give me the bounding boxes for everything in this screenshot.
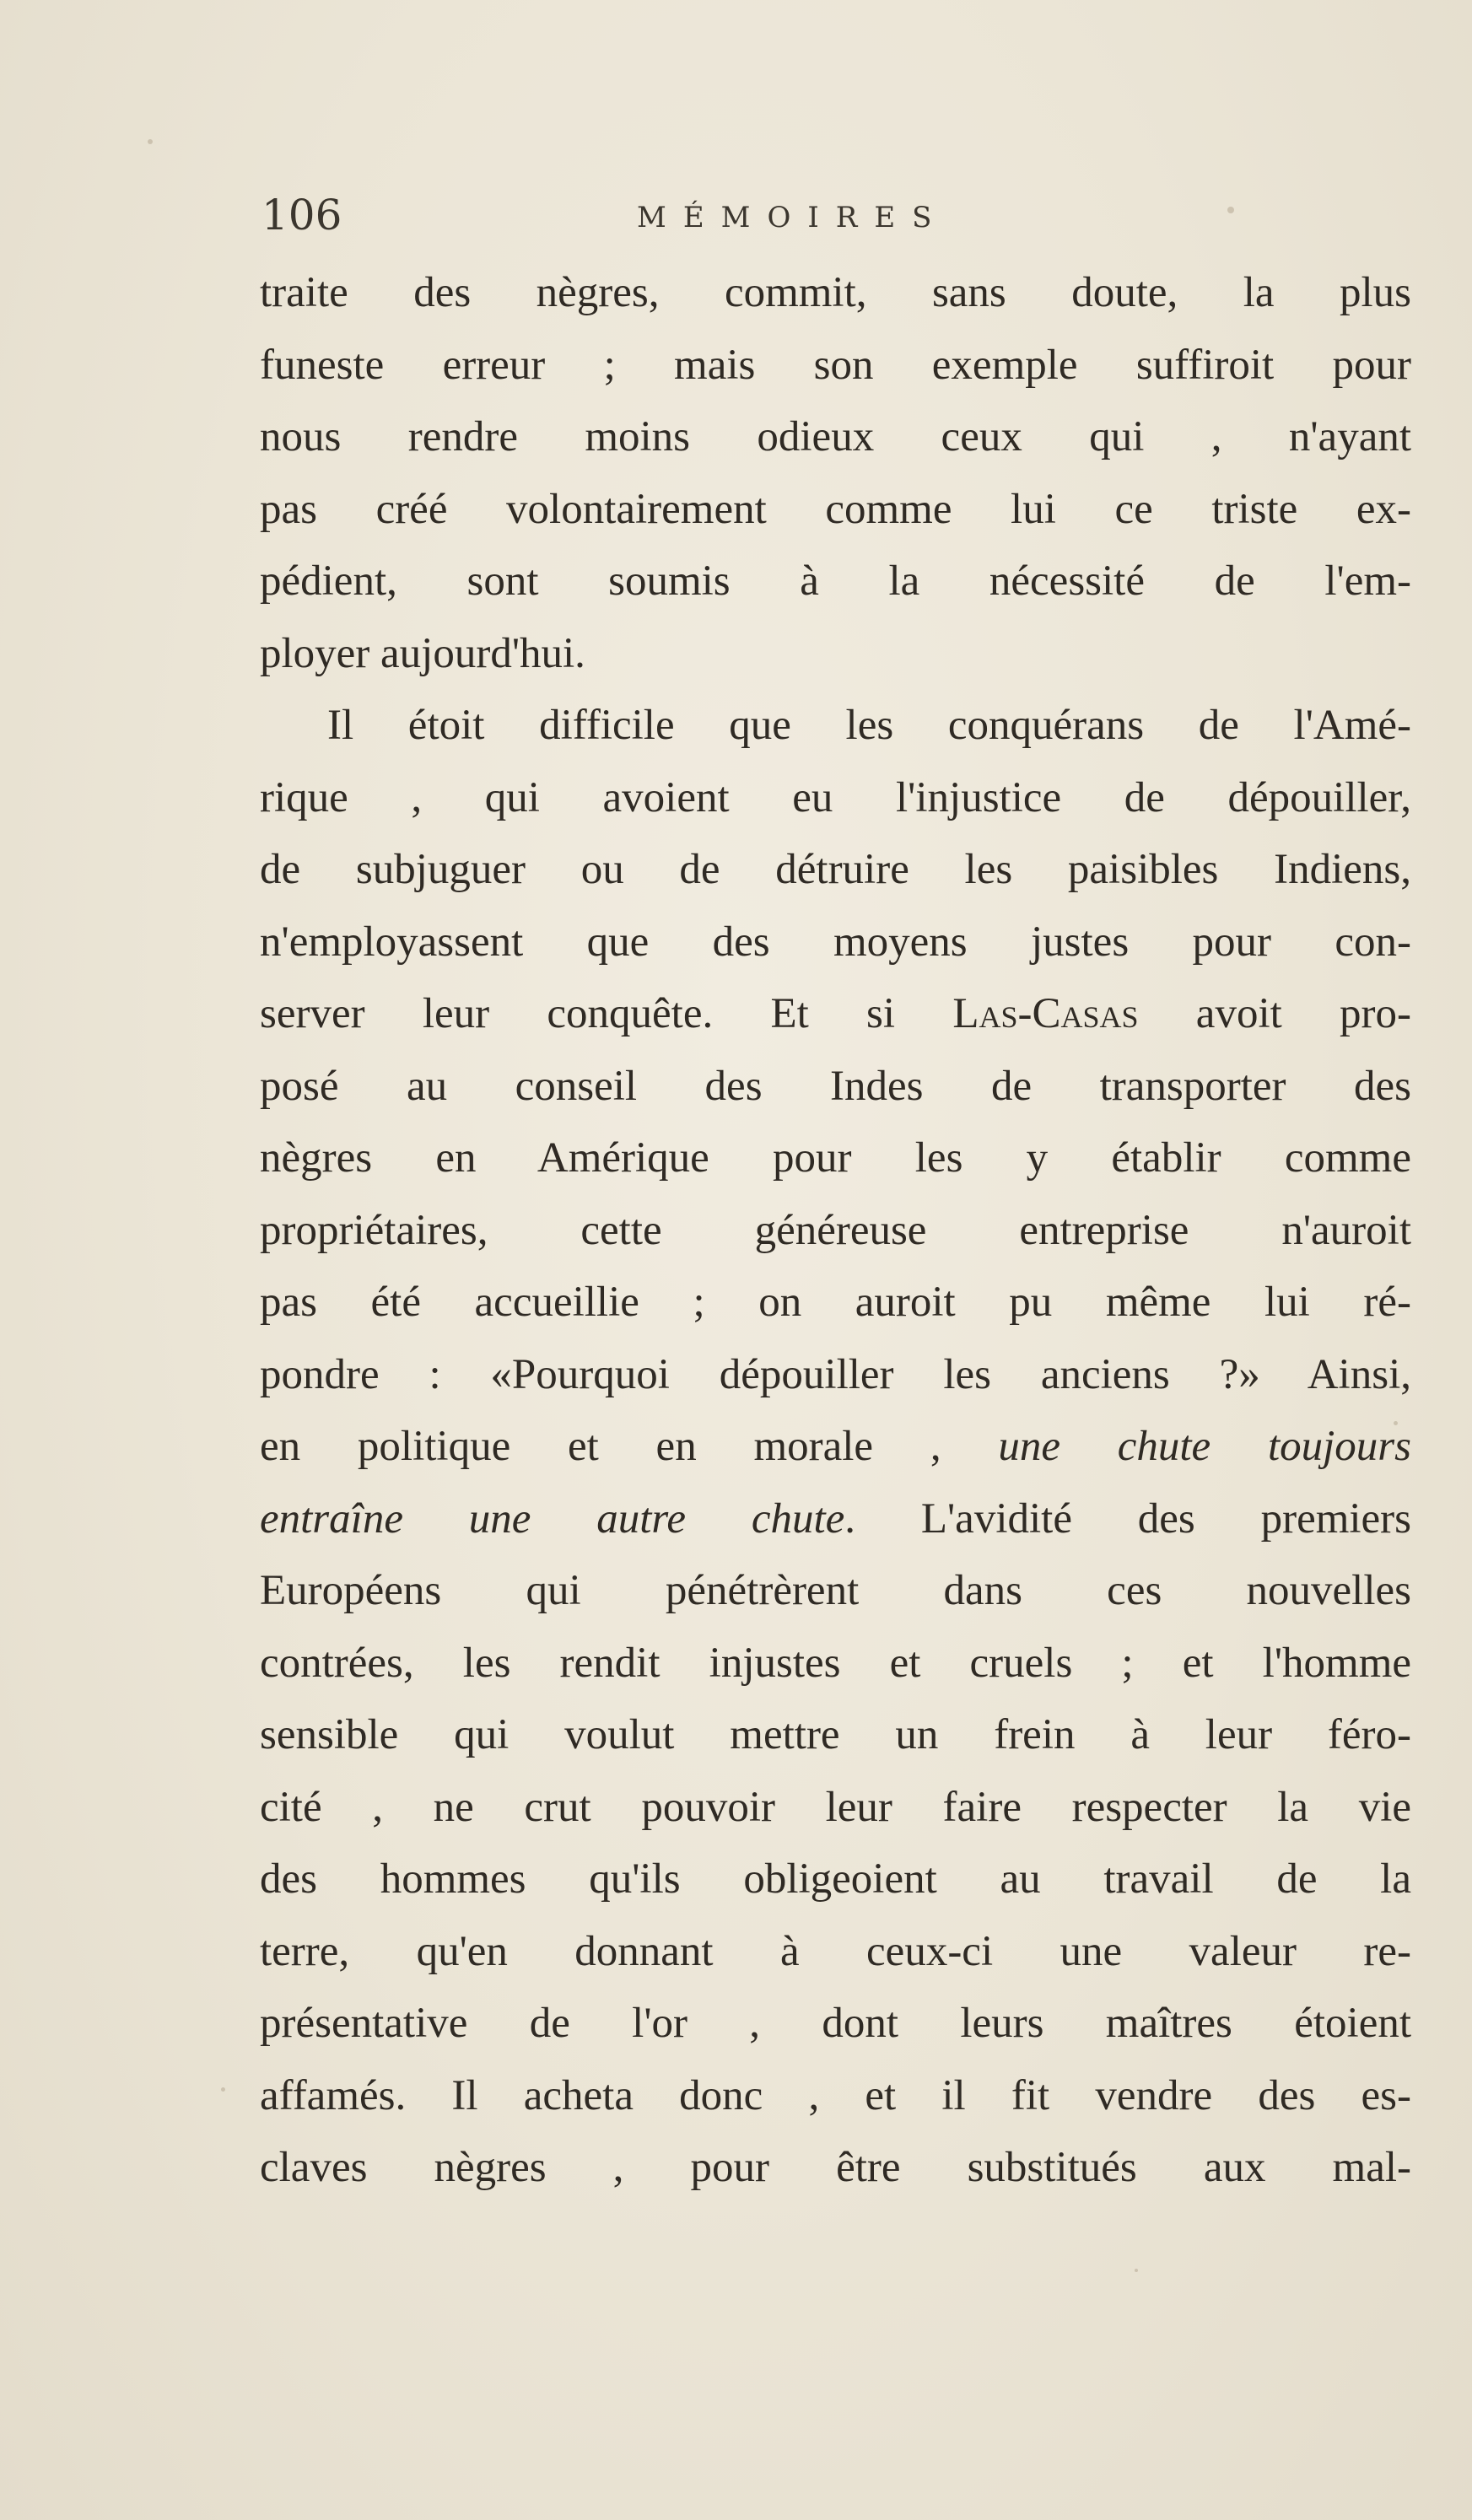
text-line: posé au conseil des Indes de transporter des <box>260 1062 1411 1110</box>
author-name: Las-Casas <box>952 990 1139 1037</box>
paper-speck <box>221 2087 225 2092</box>
text-line: pédient, sont soumis à la nécessité de l'em- <box>260 557 1411 605</box>
running-title: MÉMOIRES <box>637 201 949 234</box>
text-line: contrées, les rendit injustes et cruels ; et l'homme <box>260 1639 1411 1687</box>
text-line: sensible qui voulut mettre un frein à leur féro- <box>260 1711 1411 1758</box>
text-line: traite des nègres, commit, sans doute, la plus <box>260 269 1411 316</box>
page-header <box>262 190 1392 240</box>
italic-quote: une chute toujours <box>998 1423 1411 1470</box>
text-run: avoit pro- <box>1138 990 1411 1037</box>
paper-speck <box>1135 2269 1138 2272</box>
text-line: terre, qu'en donnant à ceux-ci une valeur re- <box>260 1927 1411 1975</box>
text-line: présentative de l'or , dont leurs maîtres étoient <box>260 2000 1411 2047</box>
text-run: en politique et en morale , <box>260 1423 999 1470</box>
body-text <box>260 257 1411 2205</box>
text-line: n'employassent que des moyens justes pour con- <box>260 918 1411 966</box>
italic-quote: entraîne une autre chute <box>260 1494 845 1543</box>
text-run: server leur conquête. Et si <box>260 990 953 1037</box>
text-line: des hommes qu'ils obligeoient au travail de la <box>260 1855 1411 1903</box>
text-line: pas été accueillie ; on auroit pu même lui ré- <box>260 1279 1411 1326</box>
page-number: 106 <box>262 191 342 240</box>
text-line <box>260 978 1411 1051</box>
text-line <box>260 1411 1411 1483</box>
text-line <box>260 1483 1411 1556</box>
text-line: nègres en Amérique pour les y établir comme <box>260 1134 1411 1182</box>
text-line: propriétaires, cette généreuse entreprise n'auroit <box>260 1206 1411 1254</box>
text-line: de subjuguer ou de détruire les paisibles Indiens, <box>260 846 1411 893</box>
text-line: nous rendre moins odieux ceux qui , n'ayant <box>260 413 1411 460</box>
text-line: pondre : «Pourquoi dépouiller les anciens ?» Ainsi, <box>260 1350 1411 1398</box>
text-run: . L'avidité des premiers <box>844 1494 1412 1543</box>
text-line: Il étoit difficile que les conquérans de l'Amé- <box>327 702 1411 749</box>
text-line: cité , ne crut pouvoir leur faire respecter la vie <box>260 1783 1411 1831</box>
text-line: ployer aujourd'hui. <box>260 629 585 677</box>
text-line: affamés. Il acheta donc , et il fit vendre des es- <box>260 2071 1411 2119</box>
text-line: pas créé volontairement comme lui ce triste ex- <box>260 485 1411 533</box>
text-line: Européens qui pénétrèrent dans ces nouvelles <box>260 1567 1411 1614</box>
text-line: claves nègres , pour être substitués aux mal- <box>260 2144 1411 2191</box>
text-line: rique , qui avoient eu l'injustice de dépouiller, <box>260 773 1411 821</box>
paper-speck <box>148 139 153 144</box>
text-line: funeste erreur ; mais son exemple suffiroit pour <box>260 341 1411 389</box>
